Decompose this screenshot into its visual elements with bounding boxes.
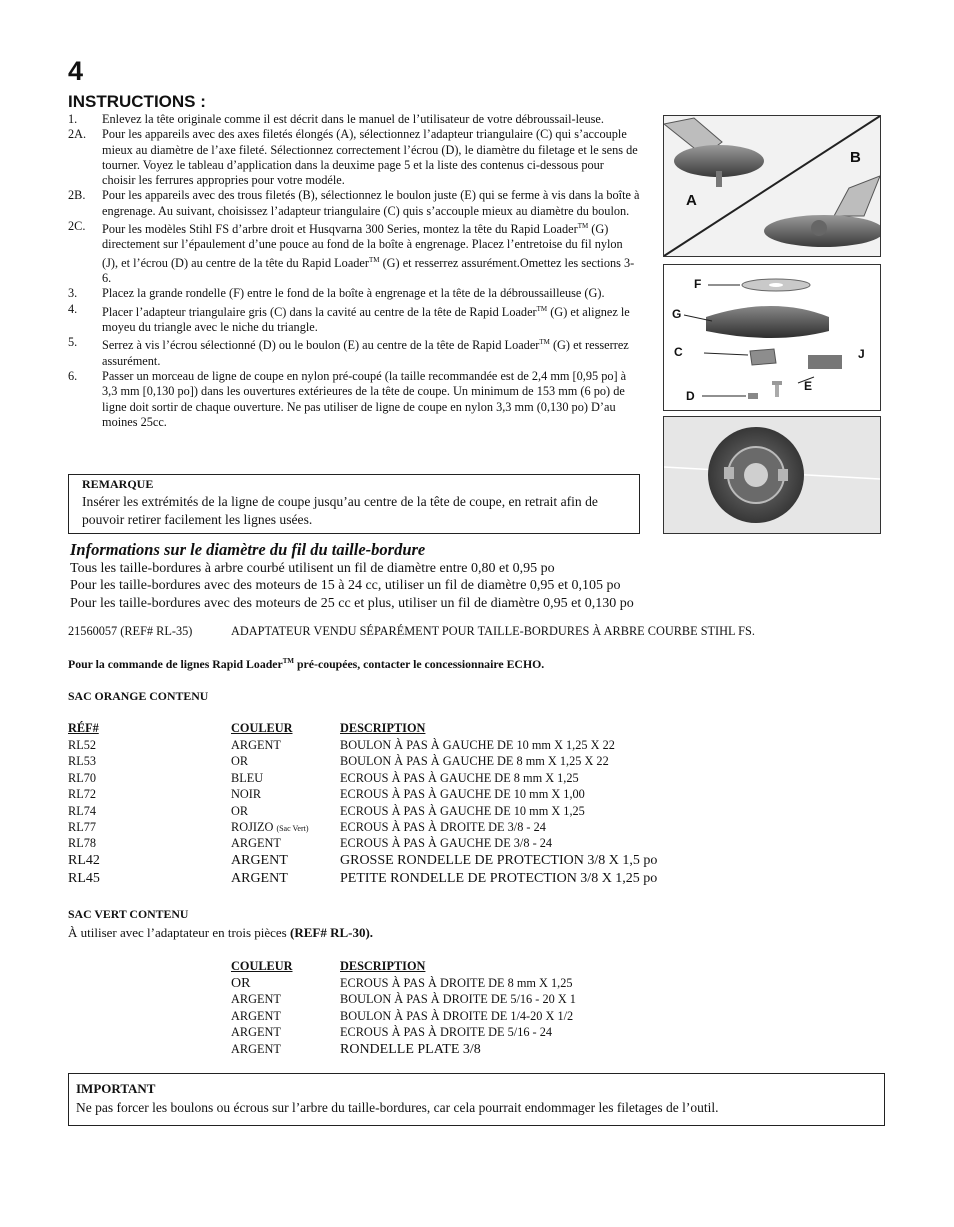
label-f: F [694,277,702,291]
important-title: IMPORTANT [76,1081,156,1096]
remarque-body: Insérer les extrémités de la ligne de coupe jusqu’au centre de la tête de coupe, en retrait afin de pouvoir retirer facilement les lignes usées. [82,494,598,527]
order-note: Pour la commande de lignes Rapid Loader™ pré-coupées, contacter le concessionnaire ECHO. [68,657,545,671]
step-2a: 2A. Pour les appareils avec des axes filetés élongés (A), sélectionnez l’adapteur triangulaire (C) qui s’accouple mieux au diamètre de l’axe fileté. Sélectionnez correctement l’écrou (D), le diamètre du filetage et le sens de tourner. Voyez le tableau d’application dans la deuxime page 5 et la liste des contenus ci-dessous pour choisir les ferrures appropries pour votre modéle. [68,127,638,188]
step-6: 6. Passer un morceau de ligne de coupe en nylon pré-coupé (la taille recommandée est de 2,4 mm [0,95 po] à 3,3 mm [0,130 po]) dans les ouvertures extérieures de la tête de coupe. Un minimum de 153 mm (6 po) de ligne doit sortir de chaque ouverture. Ne pas utiliser de ligne de coupe en nylon 3,3 mm (0,130 po) D’au moines 25cc. [68,369,627,430]
step-1: 1. Enlevez la tête originale comme il est décrit dans le manuel de l’utilisateur de votre débroussail-leuse. [68,112,604,126]
page-number: 4 [68,56,84,86]
step-4: 4. Placer l’adapteur triangulaire gris (C) dans la cavité au centre de la tête de Rapid Loader™ (G) et alignez le moyeu du triangle avec le niche du triangle. [68,301,630,335]
table-row: RL72 NOIR ECROUS À PAS À GAUCHE DE 10 mm X 1,00 [68,787,585,802]
step-3: 3. Placez la grande rondelle (F) entre le fond de la boîte à engrenage et la tête de la débroussailleuse (G). [68,286,605,301]
assembled-head-illustration [664,417,880,533]
green-bag-table [231,959,576,1058]
col-desc: DESCRIPTION [340,721,426,735]
figure-exploded-parts [663,264,881,411]
table-row: RL45 ARGENT PETITE RONDELLE DE PROTECTION 3/8 X 1,25 po [68,871,658,887]
table-row: RL77 ROJIZO (Sac Vert) ECROUS À PAS À DROITE DE 3/8 - 24 [68,819,546,834]
col-color: COULEUR [231,959,293,973]
table-row: OR ECROUS À PAS À DROITE DE 8 mm X 1,25 [231,976,573,991]
label-g: G [672,307,682,321]
info-line: Tous les taille-bordures à arbre courbé utilisent un fil de diamètre entre 0,80 et 0,95 po [70,561,555,576]
shaft-types-illustration [664,116,880,256]
info-line: Pour les taille-bordures avec des moteurs de 25 cc et plus, utiliser un fil de diamètre 0,95 et 0,130 po [70,595,634,611]
table-row: ARGENT ECROUS À PAS À DROITE DE 5/16 - 24 [231,1025,553,1040]
info-line: Pour les taille-bordures avec des moteurs de 15 à 24 cc, utiliser un fil de diamètre 0,95 et 0,105 po [70,578,621,594]
col-desc: DESCRIPTION [340,959,426,973]
col-color: COULEUR [231,721,293,735]
table-row: ARGENT BOULON À PAS À DROITE DE 1/4-20 X 1/2 [231,1008,574,1023]
adapter-desc: ADAPTATEUR VENDU SÉPARÉMENT POUR TAILLE-BORDURES À ARBRE COURBE STIHL FS. [231,624,755,638]
table-row: ARGENT RONDELLE PLATE 3/8 [231,1041,481,1057]
label-a: A [686,192,697,209]
remarque-title: REMARQUE [82,477,154,491]
instruction-steps [68,112,640,430]
important-body: Ne pas forcer les boulons ou écrous sur l’arbre du taille-bordures, car cela pourrait endommager les filetages de l’outil. [76,1100,719,1115]
adapter-ref: 21560057 (REF# RL-35) [68,624,193,638]
green-bag-subtitle: À utiliser avec l’adaptateur en trois pièces (REF# RL-30). [68,925,374,940]
label-c: C [674,345,683,359]
label-e: E [804,379,813,393]
green-bag-title: SAC VERT CONTENU [68,907,189,921]
table-header [231,959,576,976]
instructions-heading: INSTRUCTIONS : [68,92,206,111]
info-title: Informations sur le diamètre du fil du taille-bordure [70,540,426,559]
orange-bag-table [68,721,657,890]
table-row: RL42 ARGENT GROSSE RONDELLE DE PROTECTION 3/8 X 1,5 po [68,852,658,868]
table-row: RL53 OR BOULON À PAS À GAUCHE DE 8 mm X 1,25 X 22 [68,754,609,769]
figure-assembled-head [663,416,881,534]
adapter-line [68,624,755,639]
orange-bag-title: SAC ORANGE CONTENU [68,689,209,703]
step-2c: 2C. Pour les modèles Stihl FS d’arbre droit et Husqvarna 300 Series, montez la tête du Rapid Loader™ (G) directement sur l’épaulement d’une pouce au fond de la boîte à engrenage. Placez l’entretoise du fil nylon (J), et l’écrou (D) au centre de la tête du Rapid Loader™ (G) et resserrez assurément.Omettez les sections 3-6. [68,219,635,286]
important-box [68,1073,885,1126]
label-d: D [686,389,695,403]
step-2b: 2B. Pour les appareils avec des trous filetés (B), sélectionnez le boulon juste (E) qui se ferme à vis dans la boîte à engrenage. Au suivant, choisissez l’adapteur triangulaire (C) quis s’accouple mieux au diamètre du boulon. [68,188,640,218]
label-b: B [850,149,861,166]
table-row: RL78 ARGENT ECROUS À PAS À GAUCHE DE 3/8 - 24 [68,836,553,851]
step-5: 5. Serrez à vis l’écrou sélectionné (D) ou le boulon (E) au centre de la tête de Rapid Loader™ (G) et resserrez assurément. [68,335,629,368]
figure-shaft-types [663,115,881,257]
table-header [68,721,657,738]
info-lines [70,560,634,612]
table-row: RL70 BLEU ECROUS À PAS À GAUCHE DE 8 mm X 1,25 [68,770,579,785]
table-row: RL74 OR ECROUS À PAS À GAUCHE DE 10 mm X 1,25 [68,803,585,818]
table-row: ARGENT BOULON À PAS À DROITE DE 5/16 - 20 X 1 [231,992,576,1007]
label-j: J [858,347,865,361]
remarque-box [68,474,640,534]
col-ref: RÉF# [68,721,99,735]
table-row: RL52 ARGENT BOULON À PAS À GAUCHE DE 10 mm X 1,25 X 22 [68,738,615,752]
